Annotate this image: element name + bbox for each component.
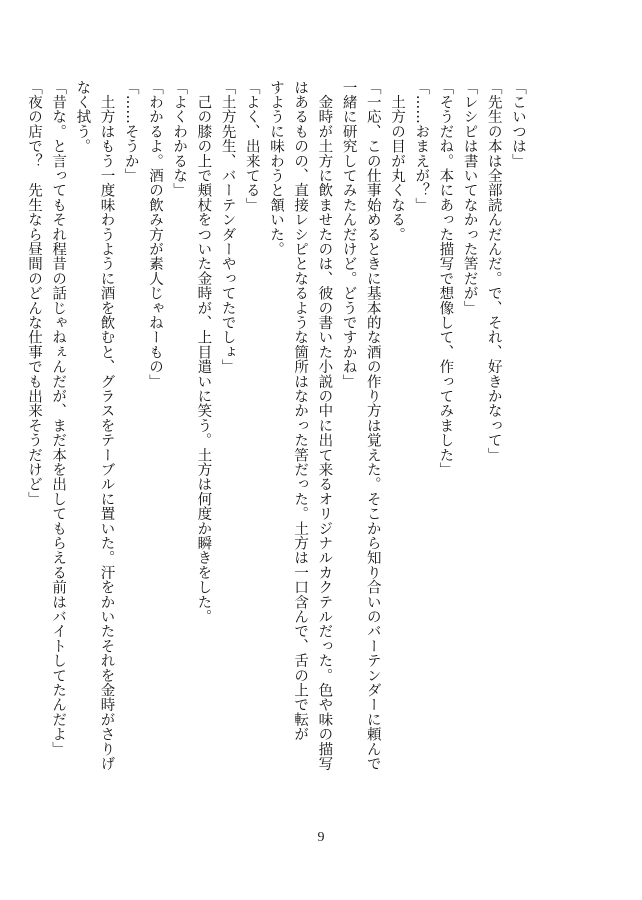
text-line: 一緒に研究してみたんだけど。どうですかね」 xyxy=(340,80,357,389)
text-line: 土方はもう一度味わうように酒を飲むと、グラスをテーブルに置いた。汗をかいたそれを金時がさりげ xyxy=(98,80,115,771)
text-line: なく拭う。 xyxy=(74,80,91,154)
text-line: 「レシピは書いてなかった筈だが」 xyxy=(461,80,478,316)
text-line: 「土方先生、バーテンダーやってたでしょ」 xyxy=(219,80,236,374)
text-line: 「……おまえが？」 xyxy=(413,80,430,213)
text-line: 「よく、出来てる」 xyxy=(243,80,260,213)
vertical-body-text xyxy=(22,80,530,800)
text-line: 土方の目が丸くなる。 xyxy=(388,80,405,242)
text-line: 「昔な。と言ってもそれ程昔の話じゃねぇんだが、まだ本を出してもらえる前はバイトしてたんだよ」 xyxy=(50,80,67,757)
text-line: 「わかるよ。酒の飲み方が素人じゃねーもの」 xyxy=(146,80,163,389)
text-line: 「先生の本は全部読んだんだ。で、それ、好きかなって」 xyxy=(485,80,502,463)
text-line: 金時が土方に飲ませたのは、彼の書いた小説の中に出て来るオリジナルカクテルだった。色や味の描写 xyxy=(316,80,333,771)
text-line: 「よくわかるな」 xyxy=(171,80,188,198)
text-line: 「……そうか」 xyxy=(122,80,139,183)
text-line: 「夜の店で？ 先生なら昼間のどんな仕事でも出来そうだけど」 xyxy=(25,80,42,507)
page-number: 9 xyxy=(317,830,325,845)
text-line: 「一応、この仕事始めるときに基本的な酒の作り方は覚えた。そこから知り合いのバーテンダーに頼んで xyxy=(364,80,381,771)
text-line: 「そうだね。本にあった描写で想像して、作ってみました」 xyxy=(437,80,454,477)
text-line: 「こいつは」 xyxy=(510,80,526,169)
text-line: 己の膝の上で頬杖をついた金時が、上目遣いに笑う。土方は何度か瞬きをした。 xyxy=(195,80,212,624)
text-line: はあるものの、直接レシピとなるような箇所はなかった筈だった。土方は一口含んで、舌の上で転が xyxy=(292,80,309,742)
text-line: すように味わうと頷いた。 xyxy=(267,80,284,257)
